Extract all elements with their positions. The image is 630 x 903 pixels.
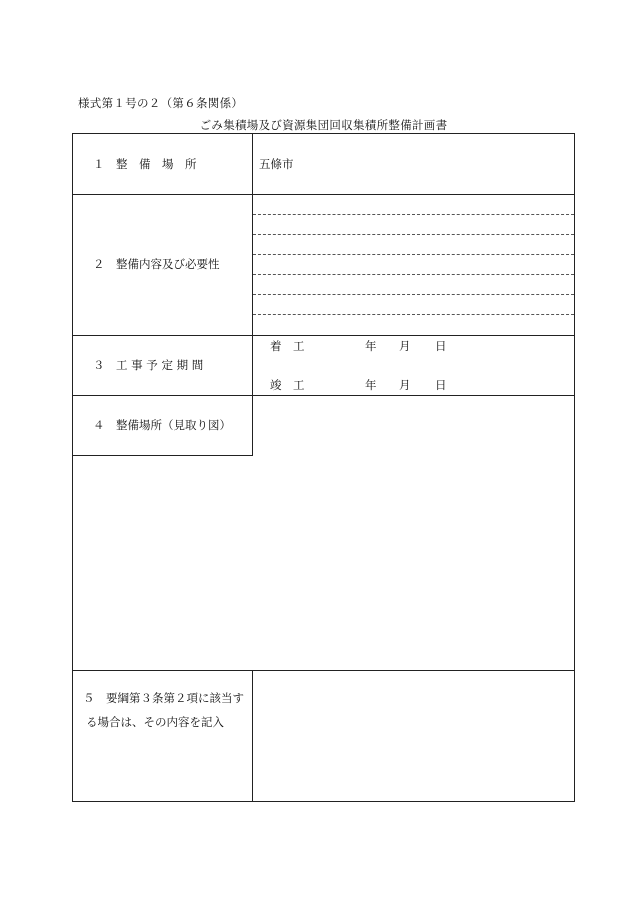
writing-line[interactable]: [253, 294, 574, 295]
form-table: [72, 133, 575, 802]
start-year[interactable]: 年: [365, 339, 377, 353]
location-value[interactable]: 五條市: [259, 157, 294, 171]
writing-line[interactable]: [253, 274, 574, 275]
content-label: ２ 整備内容及び必要性: [93, 257, 220, 271]
end-label: 竣 工: [270, 378, 305, 392]
end-year[interactable]: 年: [365, 378, 377, 392]
schedule-label: ３ 工 事 予 定 期 間: [93, 358, 204, 372]
start-day[interactable]: 日: [435, 339, 447, 353]
notes-label-line2: る場合は、その内容を記入: [86, 715, 224, 729]
end-month[interactable]: 月: [399, 378, 411, 392]
row-divider: [73, 194, 574, 195]
form-title: ごみ集積場及び資源集団回収集積所整備計画書: [199, 118, 448, 132]
writing-line[interactable]: [253, 214, 574, 215]
location-label: １ 整 備 場 所: [93, 157, 197, 171]
start-month[interactable]: 月: [399, 339, 411, 353]
writing-line[interactable]: [253, 314, 574, 315]
label-box-bottom: [73, 455, 252, 456]
drawing-label: ４ 整備場所（見取り図）: [93, 418, 231, 432]
start-label: 着 工: [270, 339, 305, 353]
end-day[interactable]: 日: [435, 378, 447, 392]
notes-label-line1: ５ 要綱第３条第２項に該当す: [83, 691, 244, 705]
writing-line[interactable]: [253, 234, 574, 235]
notes-label: [83, 686, 253, 734]
writing-line[interactable]: [253, 254, 574, 255]
row-divider: [73, 335, 574, 336]
notes-area[interactable]: [253, 671, 574, 801]
form-number: 様式第１号の２（第６条関係）: [78, 96, 244, 110]
drawing-area[interactable]: [253, 396, 574, 670]
